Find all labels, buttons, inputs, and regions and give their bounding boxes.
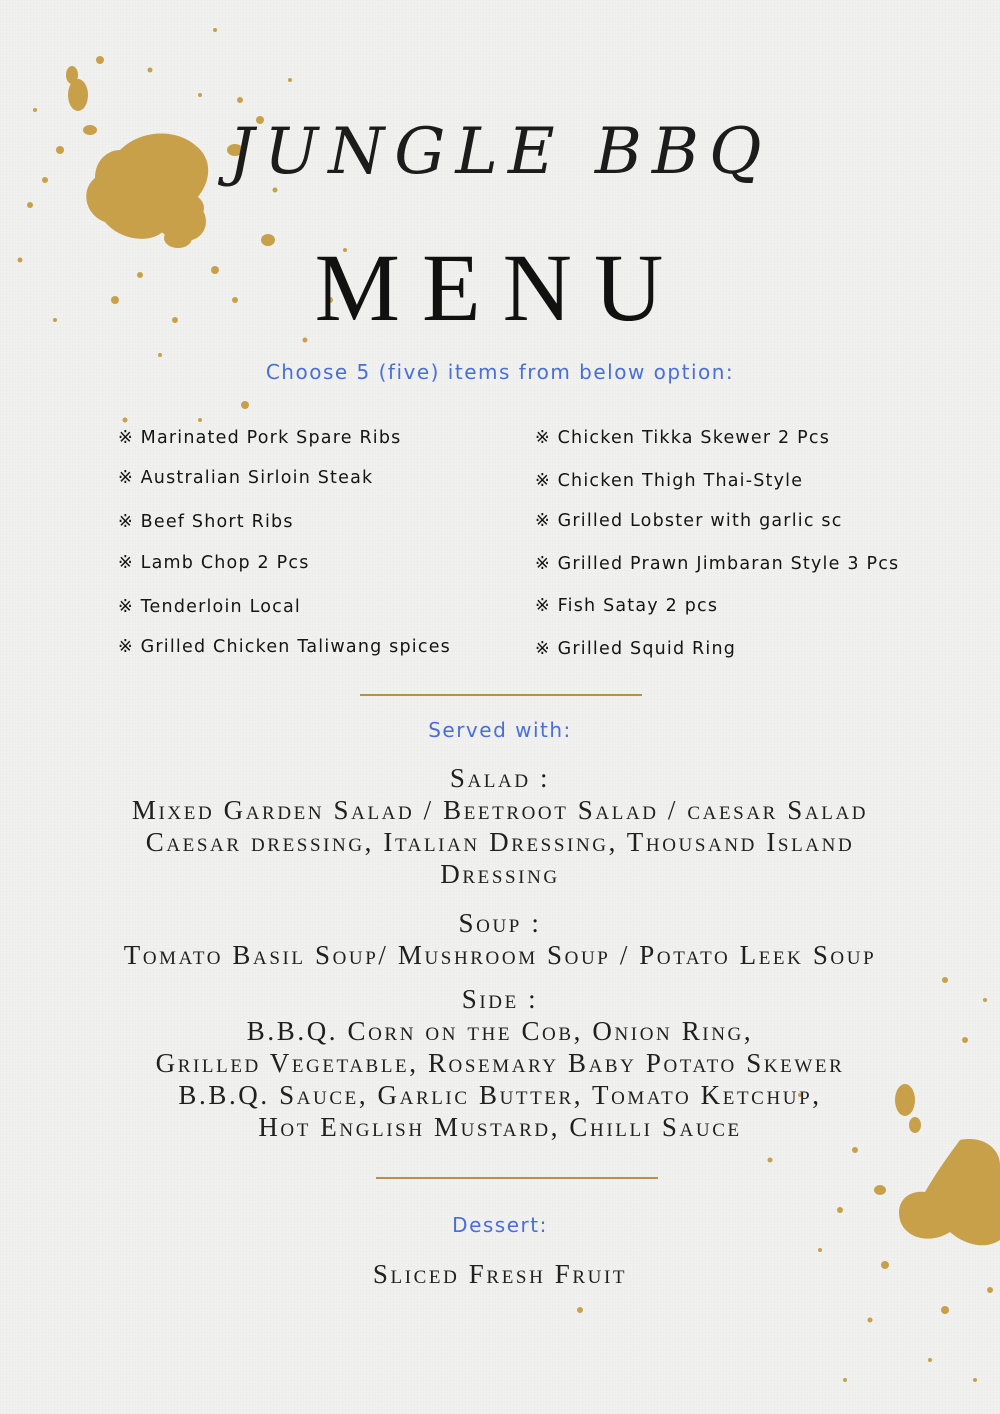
bullet-mark: ※ [118,468,134,488]
item-label: Fish Satay 2 pcs [557,596,719,616]
item-label: Beef Short Ribs [140,512,294,532]
list-item [118,637,451,657]
bullet-mark: ※ [118,512,134,532]
menu-title: MENU [314,234,686,341]
list-item [535,428,830,448]
item-label: Grilled Squid Ring [557,639,737,659]
item-label: Chicken Thigh Thai-Style [557,471,804,491]
restaurant-title: JUNGLE BBQ [228,115,772,189]
bullet-mark: ※ [535,639,551,659]
item-label: Marinated Pork Spare Ribs [140,428,402,448]
bullet-mark: ※ [535,554,551,574]
list-item [118,468,373,488]
item-label: Grilled Lobster with garlic sc [557,511,843,531]
salad-line: Dressing [440,859,560,889]
salad-line: Mixed Garden Salad / Beetroot Salad / caesar Salad [131,795,869,825]
dessert-heading: Dessert: [452,1213,548,1237]
item-label: Chicken Tikka Skewer 2 Pcs [557,428,831,448]
side-label: Side : [461,984,539,1014]
list-item [535,639,736,659]
list-item [535,596,718,616]
side-line: B.B.Q. Corn on the Cob, Onion Ring, [246,1016,754,1046]
bullet-mark: ※ [118,597,134,617]
instruction-text: Choose 5 (five) items from below option: [265,360,735,384]
salad-label: Salad : [449,763,551,793]
divider-line [376,1177,658,1179]
soup-label: Soup : [458,908,542,938]
item-label: Lamb Chop 2 Pcs [140,553,310,573]
item-label: Tenderloin Local [140,597,301,617]
bullet-mark: ※ [535,596,551,616]
served-with-heading: Served with: [428,718,572,742]
list-item [535,554,899,574]
dessert-item: Sliced Fresh Fruit [372,1259,628,1289]
bullet-mark: ※ [535,428,551,448]
list-item [118,553,310,573]
side-line: Grilled Vegetable, Rosemary Baby Potato Skewer [155,1048,845,1078]
bullet-mark: ※ [535,471,551,491]
list-item [118,512,294,532]
item-label: Australian Sirloin Steak [140,468,374,488]
bullet-mark: ※ [118,553,134,573]
divider-line [360,694,642,696]
salad-line: Caesar dressing, Italian Dressing, Thousand Island [145,827,855,857]
soup-line: Tomato Basil Soup/ Mushroom Soup / Potato Leek Soup [123,940,877,970]
item-label: Grilled Prawn Jimbaran Style 3 Pcs [557,554,900,574]
bullet-mark: ※ [118,428,134,448]
bullet-mark: ※ [535,511,551,531]
list-item [535,471,803,491]
bullet-mark: ※ [118,637,134,657]
list-item [118,597,301,617]
item-label: Grilled Chicken Taliwang spices [140,637,451,657]
list-item [118,428,402,448]
side-line: B.B.Q. Sauce, Garlic Butter, Tomato Ketchup, [178,1080,822,1110]
list-item [535,511,843,531]
side-line: Hot English Mustard, Chilli Sauce [258,1112,742,1142]
